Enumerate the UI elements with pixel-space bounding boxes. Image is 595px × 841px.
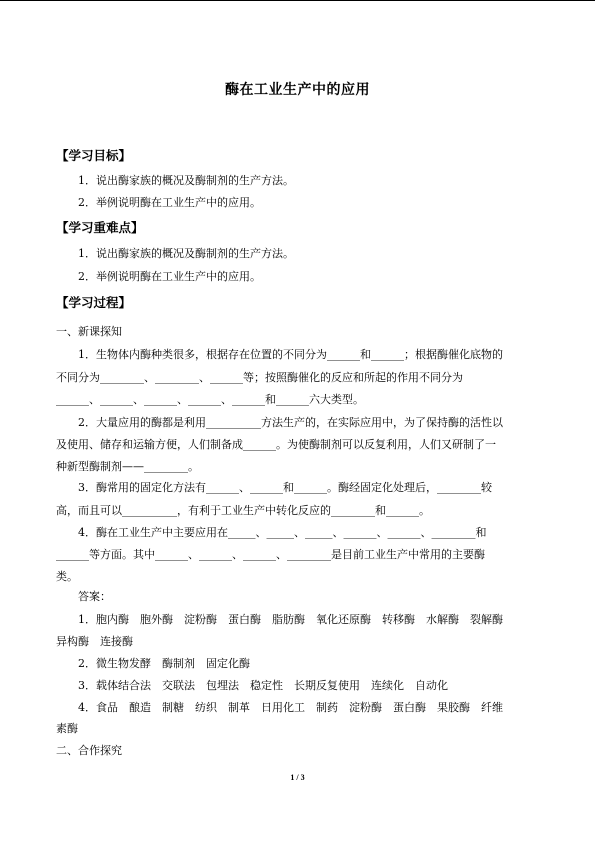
- question-2-line-1: 2．大量应用的酶都是利用__________方法生产的，在实际应用中，为了保持酶的活性以: [78, 416, 503, 429]
- section-heading-process: 【学习过程】: [56, 295, 132, 310]
- part2-heading: 二、合作探究: [56, 744, 122, 757]
- page-title: 酶在工业生产中的应用: [225, 82, 370, 98]
- part1-heading: 一、新课探知: [56, 325, 122, 338]
- question-1-line-3: ______、______、______、______、______和______六大类型。: [56, 393, 364, 406]
- question-4-line-1: 4．酶在工业生产中主要应用在_____、_____、_____、______、______、________和: [78, 526, 487, 539]
- question-2-line-2: 及使用、储存和运输方便，人们制备成______。为使酶制剂可以反复利用，人们又研制了一: [56, 438, 496, 451]
- section-heading-keypoints: 【学习重难点】: [56, 220, 144, 235]
- question-1-line-1: 1．生物体内酶种类很多，根据存在位置的不同分为______和______；根据酶催化底物的: [78, 348, 503, 361]
- goal-item-2: 2．举例说明酶在工业生产中的应用。: [78, 196, 261, 209]
- answer-label: 答案：: [78, 590, 111, 603]
- keypoint-item-2: 2．举例说明酶在工业生产中的应用。: [78, 270, 261, 283]
- question-4-line-3: 类。: [56, 570, 78, 583]
- answer-1-line-1: 1．胞内酶 胞外酶 淀粉酶 蛋白酶 脂肪酶 氧化还原酶 转移酶 水解酶 裂解酶: [78, 613, 503, 626]
- answer-3: 3．载体结合法 交联法 包埋法 稳定性 长期反复使用 连续化 自动化: [78, 679, 448, 692]
- goal-item-1: 1．说出酶家族的概况及酶制剂的生产方法。: [78, 174, 294, 187]
- page-number: 1 / 3: [290, 773, 305, 782]
- section-heading-goals: 【学习目标】: [56, 148, 132, 163]
- question-3-line-1: 3．酶常用的固定化方法有______、______和______。酶经固定化处理后，________较: [78, 481, 492, 494]
- answer-1-line-2: 异构酶 连接酶: [56, 635, 133, 648]
- question-4-line-2: ______等方面。其中______、______、______、________是目前工业生产中常用的主要酶: [56, 548, 485, 561]
- answer-4-line-1: 4．食品 酿造 制糖 纺织 制革 日用化工 制药 淀粉酶 蛋白酶 果胶酶 纤维: [78, 701, 503, 714]
- answer-4-line-2: 素酶: [56, 722, 78, 735]
- keypoint-item-1: 1．说出酶家族的概况及酶制剂的生产方法。: [78, 247, 294, 260]
- question-3-line-2: 高，而且可以__________，有利于工业生产中转化反应的________和______。: [56, 504, 430, 517]
- question-2-line-3: 种新型酶制剂——________。: [56, 460, 199, 473]
- answer-2: 2．微生物发酵 酶制剂 固定化酶: [78, 657, 250, 670]
- question-1-line-2: 不同分为________、________、______等；按照酶催化的反应和所起的作用不同分为: [56, 371, 463, 384]
- top-border-line: [0, 0, 595, 1]
